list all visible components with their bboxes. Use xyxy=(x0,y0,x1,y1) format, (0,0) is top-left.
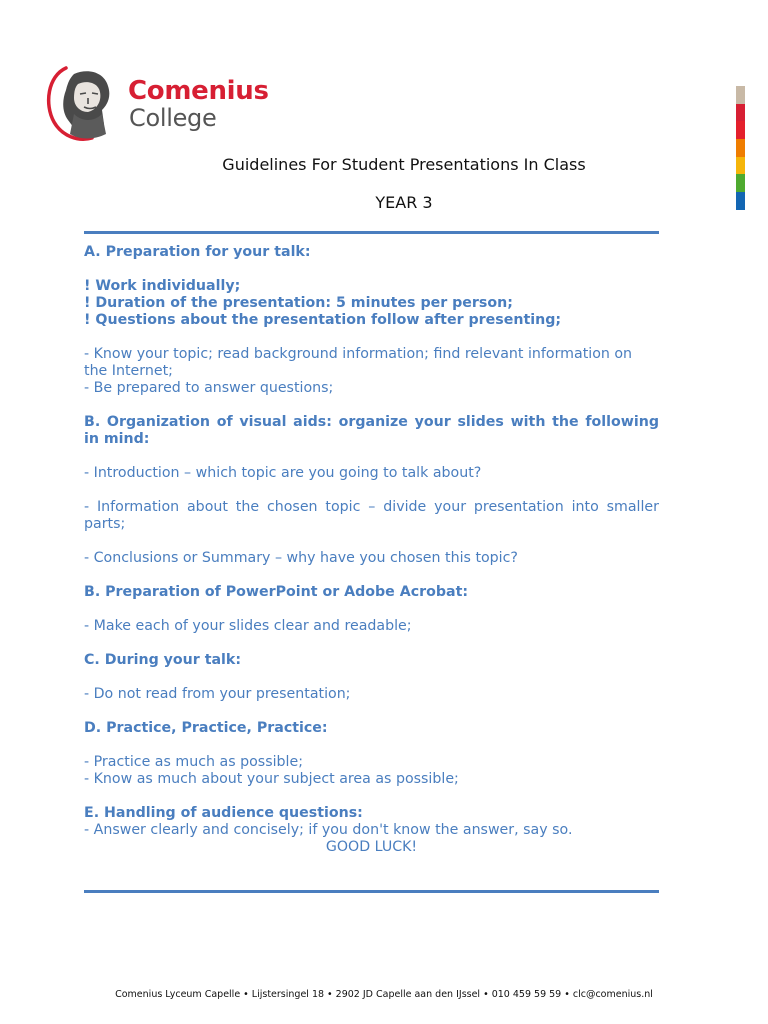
brand-color-strip xyxy=(736,86,745,210)
list-item: - Introduction – which topic are you going to talk about? xyxy=(84,465,482,481)
list-item: - Make each of your slides clear and readable; xyxy=(84,618,412,634)
rule-item: ! Work individually; xyxy=(84,278,241,294)
list-item: - Be prepared to answer questions; xyxy=(84,380,334,396)
logo-wordmark-comenius: Comenius xyxy=(128,76,269,106)
list-item: - Practice as much as possible; xyxy=(84,754,303,770)
rule-item: ! Duration of the presentation: 5 minutes per person; xyxy=(84,295,513,311)
closing-message: GOOD LUCK! xyxy=(325,839,418,855)
color-swatch-2 xyxy=(736,104,745,122)
section-heading-questions: E. Handling of audience questions: xyxy=(84,805,363,821)
rule-item: ! Questions about the presentation follow after presenting; xyxy=(84,312,562,328)
section-heading-during-talk: C. During your talk: xyxy=(84,652,242,668)
logo-wordmark-college: College xyxy=(129,104,217,132)
list-item: - Answer clearly and concisely; if you don't know the answer, say so. xyxy=(84,822,573,838)
color-swatch-1 xyxy=(736,86,745,104)
document-title: Guidelines For Student Presentations In Class xyxy=(222,155,586,174)
top-divider xyxy=(84,231,659,234)
list-item: - Information about the chosen topic – divide your presentation into smaller parts; xyxy=(84,499,659,532)
color-swatch-7 xyxy=(736,192,745,210)
footer-address: Comenius Lyceum Capelle • Lijstersingel 18 • 2902 JD Capelle aan den IJssel • 010 459 59 59 • clc@comenius.nl xyxy=(115,989,653,1000)
section-heading-practice: D. Practice, Practice, Practice: xyxy=(84,720,328,736)
bottom-divider xyxy=(84,890,659,893)
list-item: - Know your topic; read background information; find relevant information on the Internet; xyxy=(84,346,633,379)
section-heading-powerpoint: B. Preparation of PowerPoint or Adobe Acrobat: xyxy=(84,584,469,600)
color-swatch-3 xyxy=(736,121,745,139)
list-item: - Know as much about your subject area as possible; xyxy=(84,771,459,787)
list-item: - Conclusions or Summary – why have you chosen this topic? xyxy=(84,550,518,566)
color-swatch-5 xyxy=(736,157,745,175)
color-swatch-6 xyxy=(736,174,745,192)
document-body xyxy=(84,244,659,856)
section-heading-organization: B. Organization of visual aids: organize your slides with the following in mind: xyxy=(84,414,659,447)
document-year: YEAR 3 xyxy=(375,193,433,212)
school-logo xyxy=(44,62,274,142)
list-item: - Do not read from your presentation; xyxy=(84,686,351,702)
color-swatch-4 xyxy=(736,139,745,157)
section-heading-preparation: A. Preparation for your talk: xyxy=(84,244,311,260)
comenius-portrait-icon xyxy=(44,62,128,142)
